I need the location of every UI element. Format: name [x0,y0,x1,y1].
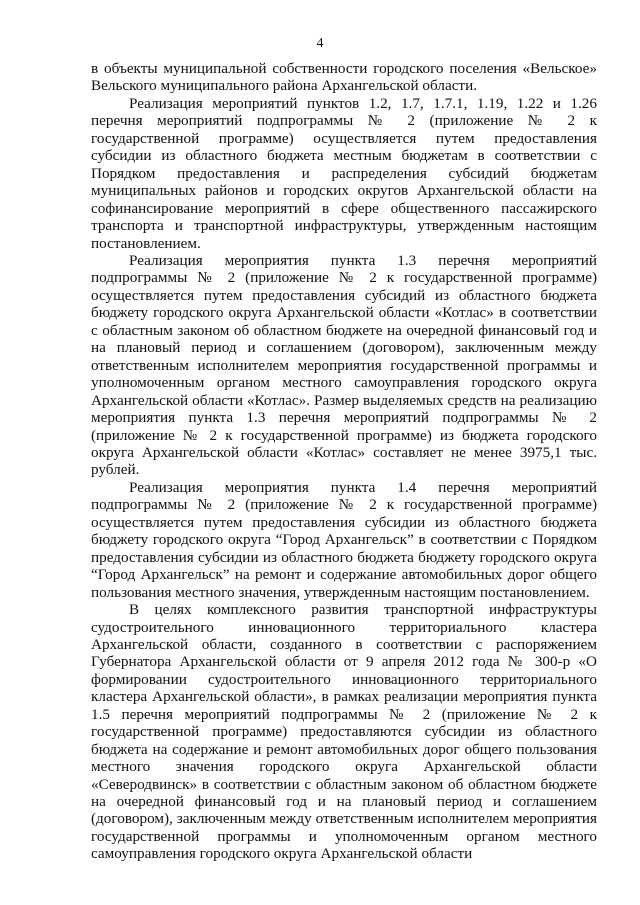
paragraph-severodvinsk-cluster: В целях комплексного развития транспортной инфраструктуры судостроительного инновационного территориального кластера Архангельской области, созданного в соответствии с распоряжением Губернатора Архангельской области от 9 апреля 2012 года № 300-р «О формировании судостроительного инновационного территориального кластера Архангельской области», в рамках реализации мероприятия пункта 1.5 перечня мероприятий подпрограммы № 2 (приложение № 2 к государственной программе) предоставляются субсидии из областного бюджета на содержание и ремонт автомобильных дорог общего пользования местного значения городского округа Архангельской области «Северодвинск» в соответствии с областным законом об областном бюджете на очередной финансовый год и на плановый период и соглашением (договором), заключенным между ответственным исполнителем мероприятия государственной программы и уполномоченным органом местного самоуправления городского округа Архангельской области [91,601,597,863]
document-body [91,60,597,863]
page-number: 4 [316,36,324,51]
paragraph-continuation: в объекты муниципальной собственности городского поселения «Вельское» Вельского муниципального района Архангельской области. [91,60,597,95]
paragraph-arkhangelsk: Реализация мероприятия пункта 1.4 перечня мероприятий подпрограммы № 2 (приложение № 2 к государственной программе) осуществляется путем предоставления субсидии из областного бюджета бюджету городского округа “Город Архангельск” в соответствии с Порядком предоставления субсидии из областного бюджета бюджету городского округа “Город Архангельск” на ремонт и содержание автомобильных дорог общего пользования местного значения, утвержденным настоящим постановлением. [91,478,597,601]
paragraph-subsidy-items: Реализация мероприятий пунктов 1.2, 1.7, 1.7.1, 1.19, 1.22 и 1.26 перечня мероприятий подпрограммы № 2 (приложение № 2 к государственной программе) осуществляется путем предоставления субсидии из областного бюджета местным бюджетам в соответствии с Порядком предоставления и распределения субсидий бюджетам муниципальных районов и городских округов Архангельской области на софинансирование мероприятий в сфере общественного пассажирского транспорта и транспортной инфраструктуры, утвержденным настоящим постановлением. [91,94,597,252]
paragraph-kotlas: Реализация мероприятия пункта 1.3 перечня мероприятий подпрограммы № 2 (приложение № 2 к государственной программе) осуществляется путем предоставления субсидий из областного бюджета бюджету городского округа Архангельской области «Котлас» в соответствии с областным законом об областном бюджете на очередной финансовый год и на плановый период и соглашением (договором), заключенным между ответственным исполнителем мероприятия государственной программы и уполномоченным органом местного самоуправления городского округа Архангельской области «Котлас». Размер выделяемых средств на реализацию мероприятия пункта 1.3 перечня мероприятий подпрограммы № 2 (приложение № 2 к государственной программе) из бюджета городского округа Архангельской области «Котлас» составляет не менее 3975,1 тыс. рублей. [91,251,597,479]
